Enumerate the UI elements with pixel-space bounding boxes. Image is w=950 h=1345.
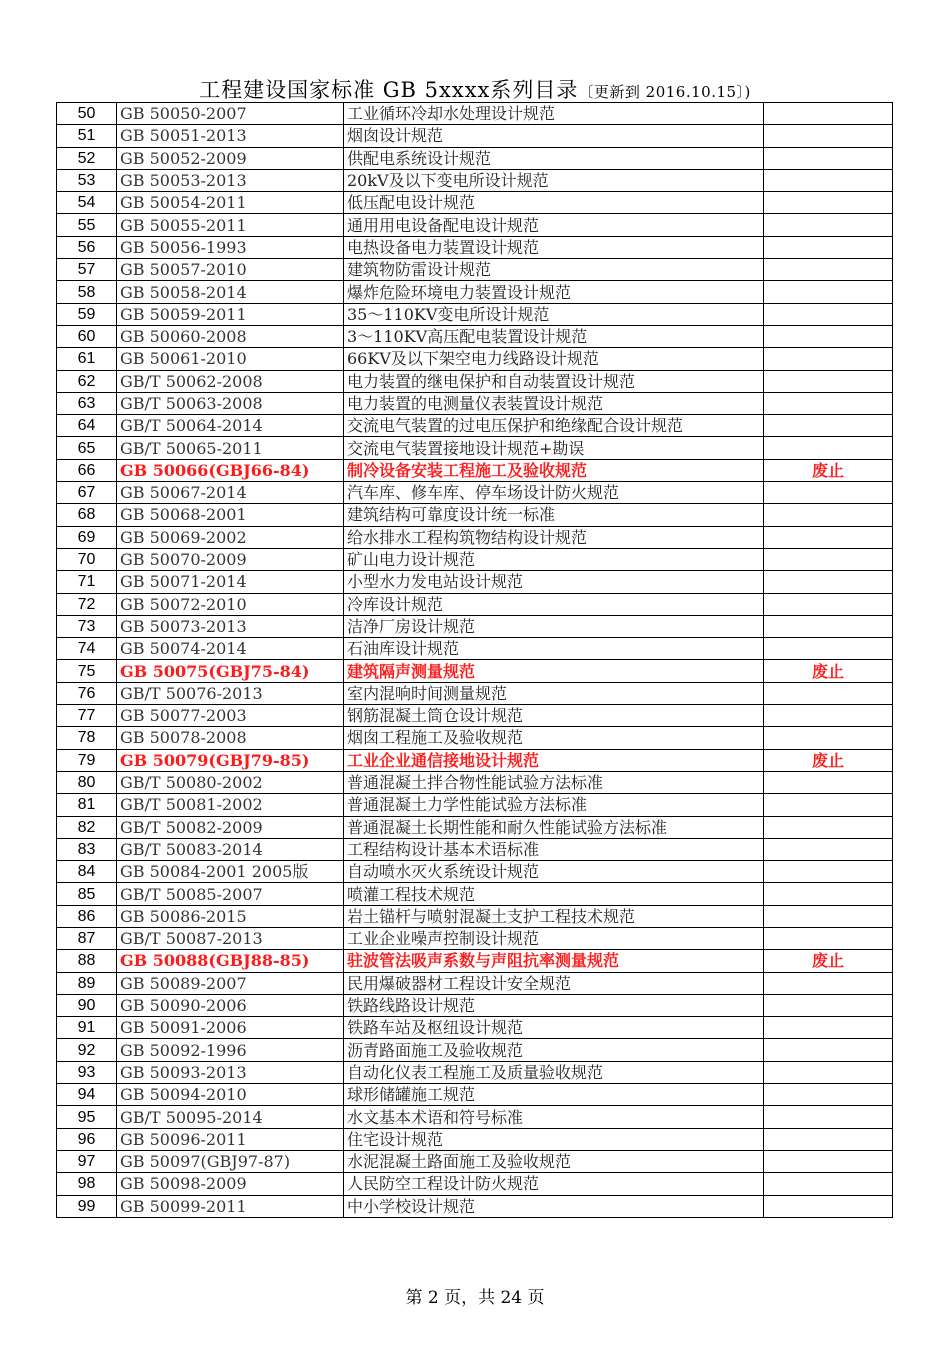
status-remark [764,1128,893,1150]
row-number: 52 [57,147,117,169]
row-number: 74 [57,638,117,660]
row-number: 50 [57,103,117,125]
standard-name: 石油库设计规范 [344,638,764,660]
standard-code: GB 50074-2014 [117,638,344,660]
table-row [57,571,893,593]
standard-name: 3～110KV高压配电装置设计规范 [344,325,764,347]
table-row [57,1106,893,1128]
status-remark [764,727,893,749]
table-row [57,705,893,727]
row-number: 63 [57,392,117,414]
standard-name: 岩土锚杆与喷射混凝土支护工程技术规范 [344,905,764,927]
standard-name: 通用用电设备配电设计规范 [344,214,764,236]
status-remark [764,1106,893,1128]
table-row [57,638,893,660]
standard-name: 沥青路面施工及验收规范 [344,1039,764,1061]
status-remark [764,593,893,615]
standard-code: GB 50070-2009 [117,548,344,570]
standard-name: 矿山电力设计规范 [344,548,764,570]
row-number: 93 [57,1061,117,1083]
standard-name: 铁路车站及枢纽设计规范 [344,1017,764,1039]
standard-code: GB 50058-2014 [117,281,344,303]
standard-code: GB 50069-2002 [117,526,344,548]
standard-name: 汽车库、修车库、停车场设计防火规范 [344,482,764,504]
row-number: 82 [57,816,117,838]
table-row [57,816,893,838]
status-remark [764,548,893,570]
status-remark [764,281,893,303]
standard-name: 普通混凝土长期性能和耐久性能试验方法标准 [344,816,764,838]
standard-name: 中小学校设计规范 [344,1195,764,1217]
standard-code: GB/T 50065-2011 [117,437,344,459]
table-row [57,615,893,637]
status-remark [764,571,893,593]
table-row [57,415,893,437]
status-remark [764,147,893,169]
standard-code: GB 50099-2011 [117,1195,344,1217]
standard-code: GB 50068-2001 [117,504,344,526]
standard-code: GB 50054-2011 [117,192,344,214]
table-row [57,392,893,414]
status-remark [764,1084,893,1106]
table-row [57,660,893,682]
row-number: 54 [57,192,117,214]
status-remark [764,415,893,437]
row-number: 86 [57,905,117,927]
standard-code: GB 50071-2014 [117,571,344,593]
status-remark: 废止 [764,950,893,972]
standard-name: 爆炸危险环境电力装置设计规范 [344,281,764,303]
status-remark [764,794,893,816]
page-title [0,74,950,104]
table-row [57,281,893,303]
standard-code: GB 50059-2011 [117,303,344,325]
standard-name: 给水排水工程构筑物结构设计规范 [344,526,764,548]
standard-name: 建筑隔声测量规范 [344,660,764,682]
table-row [57,883,893,905]
standard-code: GB 50097(GBJ97-87) [117,1150,344,1172]
standard-name: 自动化仪表工程施工及质量验收规范 [344,1061,764,1083]
standard-code: GB 50055-2011 [117,214,344,236]
table-row [57,1017,893,1039]
standard-code: GB 50089-2007 [117,972,344,994]
table-row [57,548,893,570]
standard-name: 电热设备电力装置设计规范 [344,236,764,258]
standard-code: GB 50057-2010 [117,259,344,281]
row-number: 69 [57,526,117,548]
status-remark [764,1061,893,1083]
status-remark [764,482,893,504]
row-number: 83 [57,838,117,860]
standard-name: 普通混凝土力学性能试验方法标准 [344,794,764,816]
row-number: 55 [57,214,117,236]
standard-name: 洁净厂房设计规范 [344,615,764,637]
standard-code: GB 50094-2010 [117,1084,344,1106]
status-remark [764,838,893,860]
row-number: 91 [57,1017,117,1039]
standard-code: GB 50050-2007 [117,103,344,125]
table-row [57,1084,893,1106]
standard-code: GB 50078-2008 [117,727,344,749]
table-row [57,1128,893,1150]
standard-name: 铁路线路设计规范 [344,994,764,1016]
standard-name: 供配电系统设计规范 [344,147,764,169]
standard-name: 66KV及以下架空电力线路设计规范 [344,348,764,370]
standard-name: 民用爆破器材工程设计安全规范 [344,972,764,994]
standard-name: 电力装置的电测量仪表装置设计规范 [344,392,764,414]
status-remark [764,437,893,459]
standard-code: GB/T 50082-2009 [117,816,344,838]
status-remark [764,325,893,347]
standard-code: GB 50052-2009 [117,147,344,169]
standard-name: 水文基本术语和符号标准 [344,1106,764,1128]
standard-name: 低压配电设计规范 [344,192,764,214]
standard-code: GB/T 50087-2013 [117,927,344,949]
table-row [57,214,893,236]
table-row [57,1039,893,1061]
status-remark [764,861,893,883]
standard-code: GB 50091-2006 [117,1017,344,1039]
standard-name: 球形储罐施工规范 [344,1084,764,1106]
status-remark [764,259,893,281]
row-number: 90 [57,994,117,1016]
standard-name: 35～110KV变电所设计规范 [344,303,764,325]
table-row [57,169,893,191]
status-remark [764,370,893,392]
table-row [57,348,893,370]
standard-code: GB/T 50095-2014 [117,1106,344,1128]
row-number: 87 [57,927,117,949]
standard-code: GB 50086-2015 [117,905,344,927]
status-remark [764,504,893,526]
standard-name: 工业企业通信接地设计规范 [344,749,764,771]
standard-name: 人民防空工程设计防火规范 [344,1173,764,1195]
standard-name: 室内混响时间测量规范 [344,682,764,704]
status-remark [764,1039,893,1061]
standard-name: 工程结构设计基本术语标准 [344,838,764,860]
status-remark [764,392,893,414]
row-number: 53 [57,169,117,191]
row-number: 80 [57,771,117,793]
row-number: 59 [57,303,117,325]
row-number: 60 [57,325,117,347]
table-row [57,749,893,771]
standard-code: GB 50096-2011 [117,1128,344,1150]
row-number: 51 [57,125,117,147]
row-number: 99 [57,1195,117,1217]
table-row [57,1173,893,1195]
standard-code: GB 50051-2013 [117,125,344,147]
row-number: 75 [57,660,117,682]
status-remark [764,615,893,637]
standard-code: GB/T 50083-2014 [117,838,344,860]
table-row [57,1061,893,1083]
row-number: 95 [57,1106,117,1128]
row-number: 92 [57,1039,117,1061]
standard-code: GB 50075(GBJ75-84) [117,660,344,682]
standard-code: GB/T 50080-2002 [117,771,344,793]
standard-code: GB 50053-2013 [117,169,344,191]
table-row [57,192,893,214]
standard-name: 20kV及以下变电所设计规范 [344,169,764,191]
standard-code: GB 50056-1993 [117,236,344,258]
row-number: 70 [57,548,117,570]
standard-code: GB 50067-2014 [117,482,344,504]
status-remark: 废止 [764,749,893,771]
standard-name: 住宅设计规范 [344,1128,764,1150]
standard-code: GB 50079(GBJ79-85) [117,749,344,771]
status-remark [764,994,893,1016]
standard-code: GB/T 50076-2013 [117,682,344,704]
status-remark [764,682,893,704]
status-remark [764,771,893,793]
table-row [57,325,893,347]
title-text: 工程建设国家标准 GB 5xxxx系列目录 [199,78,579,102]
table-row [57,927,893,949]
row-number: 79 [57,749,117,771]
standard-code: GB 50098-2009 [117,1173,344,1195]
standard-code: GB 50084-2001 2005版 [117,861,344,883]
standard-code: GB 50061-2010 [117,348,344,370]
standard-code: GB 50072-2010 [117,593,344,615]
standard-name: 工业循环冷却水处理设计规范 [344,103,764,125]
table-row [57,236,893,258]
standard-code: GB 50090-2006 [117,994,344,1016]
status-remark [764,816,893,838]
status-remark [764,883,893,905]
status-remark [764,1195,893,1217]
table-row [57,682,893,704]
standard-code: GB/T 50085-2007 [117,883,344,905]
status-remark [764,169,893,191]
status-remark [764,103,893,125]
standard-name: 交流电气装置接地设计规范+勘误 [344,437,764,459]
table-row [57,593,893,615]
standard-code: GB/T 50063-2008 [117,392,344,414]
row-number: 81 [57,794,117,816]
row-number: 56 [57,236,117,258]
status-remark [764,526,893,548]
status-remark [764,303,893,325]
table-row [57,147,893,169]
standard-code: GB 50073-2013 [117,615,344,637]
row-number: 85 [57,883,117,905]
table-row [57,905,893,927]
table-row [57,437,893,459]
status-remark: 废止 [764,660,893,682]
row-number: 71 [57,571,117,593]
table-row [57,727,893,749]
table-row [57,972,893,994]
standard-name: 水泥混凝土路面施工及验收规范 [344,1150,764,1172]
table-row [57,259,893,281]
standard-code: GB 50093-2013 [117,1061,344,1083]
table-row [57,994,893,1016]
status-remark [764,125,893,147]
row-number: 72 [57,593,117,615]
standard-name: 小型水力发电站设计规范 [344,571,764,593]
table-row [57,482,893,504]
table-row [57,794,893,816]
standard-name: 交流电气装置的过电压保护和绝缘配合设计规范 [344,415,764,437]
standard-name: 驻波管法吸声系数与声阻抗率测量规范 [344,950,764,972]
status-remark: 废止 [764,459,893,481]
table-row [57,504,893,526]
status-remark [764,1017,893,1039]
table-row [57,838,893,860]
row-number: 88 [57,950,117,972]
standard-code: GB/T 50064-2014 [117,415,344,437]
page-footer: 第 2 页，共 24 页 [405,1288,545,1308]
standard-name: 建筑结构可靠度设计统一标准 [344,504,764,526]
status-remark [764,705,893,727]
row-number: 67 [57,482,117,504]
row-number: 64 [57,415,117,437]
status-remark [764,348,893,370]
row-number: 73 [57,615,117,637]
standard-code: GB 50088(GBJ88-85) [117,950,344,972]
standard-name: 烟囱工程施工及验收规范 [344,727,764,749]
row-number: 61 [57,348,117,370]
title-update-note: 〔更新到 2016.10.15〕) [578,83,751,101]
row-number: 68 [57,504,117,526]
standard-name: 电力装置的继电保护和自动装置设计规范 [344,370,764,392]
status-remark [764,1173,893,1195]
standards-table [56,102,893,1218]
row-number: 78 [57,727,117,749]
standard-code: GB 50092-1996 [117,1039,344,1061]
table-row [57,370,893,392]
row-number: 96 [57,1128,117,1150]
standard-name: 普通混凝土拌合物性能试验方法标准 [344,771,764,793]
standards-table-body [57,103,893,1218]
status-remark [764,192,893,214]
standard-code: GB/T 50081-2002 [117,794,344,816]
table-row [57,950,893,972]
table-row [57,526,893,548]
standard-name: 烟囱设计规范 [344,125,764,147]
table-row [57,861,893,883]
status-remark [764,1150,893,1172]
status-remark [764,972,893,994]
row-number: 97 [57,1150,117,1172]
status-remark [764,638,893,660]
row-number: 89 [57,972,117,994]
table-row [57,125,893,147]
standard-code: GB 50066(GBJ66-84) [117,459,344,481]
row-number: 77 [57,705,117,727]
table-row [57,303,893,325]
status-remark [764,214,893,236]
table-row [57,771,893,793]
row-number: 94 [57,1084,117,1106]
standard-name: 喷灌工程技术规范 [344,883,764,905]
table-row [57,459,893,481]
row-number: 98 [57,1173,117,1195]
row-number: 65 [57,437,117,459]
standard-name: 冷库设计规范 [344,593,764,615]
standard-name: 工业企业噪声控制设计规范 [344,927,764,949]
standard-code: GB/T 50062-2008 [117,370,344,392]
standard-name: 自动喷水灭火系统设计规范 [344,861,764,883]
row-number: 76 [57,682,117,704]
row-number: 84 [57,861,117,883]
row-number: 58 [57,281,117,303]
row-number: 62 [57,370,117,392]
table-row [57,1195,893,1217]
standard-code: GB 50060-2008 [117,325,344,347]
table-row [57,103,893,125]
standard-name: 制冷设备安装工程施工及验收规范 [344,459,764,481]
standard-name: 建筑物防雷设计规范 [344,259,764,281]
status-remark [764,905,893,927]
status-remark [764,236,893,258]
standard-name: 钢筋混凝土筒仓设计规范 [344,705,764,727]
standard-code: GB 50077-2003 [117,705,344,727]
table-row [57,1150,893,1172]
row-number: 66 [57,459,117,481]
status-remark [764,927,893,949]
row-number: 57 [57,259,117,281]
